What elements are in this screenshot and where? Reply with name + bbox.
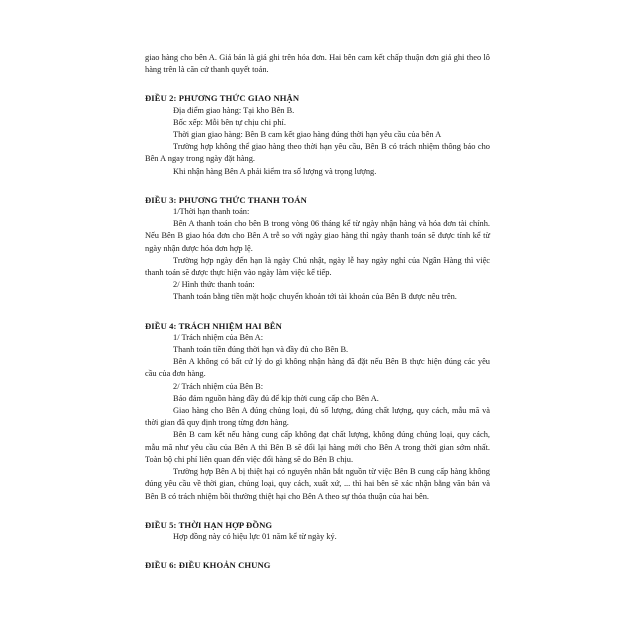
paragraph: Hợp đồng này có hiệu lực 01 năm kể từ ngày ký. — [173, 531, 337, 541]
section-title: ĐIỀU 2: PHƯƠNG THỨC GIAO NHẬN — [145, 93, 300, 104]
paragraph: Bên A không có bất cứ lý do gì không nhận hàng đã đặt nếu Bên B thực hiện đúng các yêu cầu của đơn hàng. — [145, 357, 490, 379]
paragraph: Địa điểm giao hàng: Tại kho Bên B. — [173, 105, 295, 115]
section-payment — [145, 194, 490, 304]
paragraph: Giao hàng cho Bên A đúng chủng loại, đủ số lượng, đúng chất lượng, quy cách, mẫu mã và thời gian đã quy định trong từng đơn hàng. — [145, 406, 490, 428]
paragraph: Bảo đảm nguồn hàng đầy đủ để kịp thời cung cấp cho Bên A. — [173, 393, 379, 403]
paragraph: Trường hợp ngày đến hạn là ngày Chủ nhật, ngày lễ hay ngày nghỉ của Ngân Hàng thì việc thanh toán sẽ được thực hiện vào ngày làm việc kế tiếp. — [145, 255, 490, 278]
paragraph: Khi nhận hàng Bên A phải kiểm tra số lượng và trọng lượng. — [173, 166, 377, 176]
intro-paragraph: giao hàng cho bên A. Giá bán là giá ghi trên hóa đơn. Hai bên cam kết chấp thuận đơn giá ghi theo lô hàng trên là căn cứ thanh quyết toán. — [145, 53, 490, 75]
paragraph: Trường hợp Bên A bị thiệt hại có nguyên nhân bắt nguồn từ việc Bên B cung cấp hàng không đúng yêu cầu về thời gian, chủng loại, quy cách, xuất xứ, ... thì hai bên sẽ xác nhận bằng văn bản và Bên B có trách nhiệm bồi thường thiệt hại cho Bên A theo sự thỏa thuận của hai bên. — [145, 467, 490, 501]
paragraph: Bốc xếp: Mỗi bên tự chịu chi phí. — [173, 117, 286, 127]
section-title: ĐIỀU 3: PHƯƠNG THỨC THANH TOÁN — [145, 194, 307, 205]
paragraph: Thời gian giao hàng: Bên B cam kết giao hàng đúng thời hạn yêu cầu của bên A — [173, 130, 442, 140]
paragraph: Trường hợp không thể giao hàng theo thời hạn yêu cầu, Bên B có trách nhiệm thông báo cho Bên A ngay trong ngày đặt hàng. — [145, 142, 490, 164]
paragraph: Thanh toán bằng tiền mặt hoặc chuyển khoản tới tài khoản của Bên B được nêu trên. — [173, 292, 457, 302]
paragraph: 2/ Hình thức thanh toán: — [173, 280, 255, 290]
paragraph: Bên B cam kết nếu hàng cung cấp không đạt chất lượng, không đúng chủng loại, quy cách, mẫu mã như yêu cầu của Bên A thì Bên B sẽ đổi lại hàng mới cho Bên A trong thời gian sớm nhất. Toàn bộ chi phí liên quan đến việc đổi hàng sẽ do Bên B chịu. — [145, 430, 490, 464]
section-title: ĐIỀU 5: THỜI HẠN HỢP ĐỒNG — [145, 519, 273, 530]
paragraph: 2/ Trách nhiệm của Bên B: — [173, 381, 264, 391]
paragraph: Bên A thanh toán cho bên B trong vòng 06 tháng kể từ ngày nhận hàng và hóa đơn tài chính. Nếu Bên B giao hóa đơn cho Bên A trễ so với ngày giao hàng thì ngày thanh toán sẽ được tính kể từ ngày nhận được hóa đơn hợp lệ. — [145, 219, 490, 253]
section-responsibilities — [145, 320, 490, 503]
section-title: ĐIỀU 6: ĐIỀU KHOẢN CHUNG — [145, 560, 271, 571]
section-contract-term — [145, 519, 490, 543]
section-delivery — [145, 92, 490, 177]
paragraph: 1/Thời hạn thanh toán: — [173, 207, 250, 217]
section-general-terms — [145, 559, 490, 571]
paragraph: Thanh toán tiền đúng thời hạn và đầy đủ cho Bên B. — [173, 345, 349, 355]
section-title: ĐIỀU 4: TRÁCH NHIỆM HAI BÊN — [145, 320, 282, 331]
paragraph: 1/ Trách nhiệm của Bên A: — [173, 332, 264, 342]
